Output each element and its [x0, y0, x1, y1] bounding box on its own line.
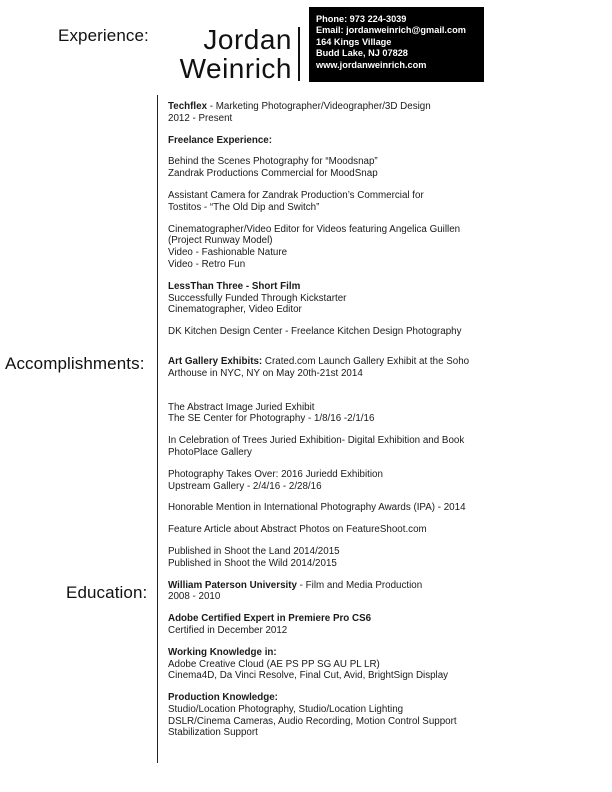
contact-website[interactable]: www.jordanweinrich.com [316, 59, 427, 70]
freelance-item: (Project Runway Model) [168, 235, 273, 247]
accomplishment-item: The Abstract Image Juried Exhibit [168, 401, 315, 413]
freelance-item: Video - Fashionable Nature [168, 247, 288, 259]
accomplishments-label: Accomplishments: [5, 354, 145, 373]
name-block [180, 25, 292, 83]
last-name: Weinrich [179, 53, 292, 84]
freelance-item: Cinematographer/Video Editor for Videos featuring Angelica Guillen [168, 223, 461, 235]
accomplishment-item [168, 356, 593, 368]
accomplishment-item: PhotoPlace Gallery [168, 446, 252, 458]
short-film-item: Successfully Funded Through Kickstarter [168, 292, 347, 304]
freelance-item: DK Kitchen Design Center - Freelance Kitchen Design Photography [168, 326, 462, 338]
skill-line: Cinema4D, Da Vinci Resolve, Final Cut, Avid, BrightSign Display [168, 670, 449, 682]
job-role: - Marketing Photographer/Videographer/3D Design [207, 101, 431, 112]
accomplishment-item: Published in Shoot the Land 2014/2015 [168, 545, 340, 557]
education-section [168, 580, 593, 740]
company-name: Techflex [168, 101, 208, 112]
education-dates: 2008 - 2010 [168, 591, 221, 603]
certification-heading: Adobe Certified Expert in Premiere Pro CS6 [168, 613, 372, 625]
freelance-item: Assistant Camera for Zandrak Production’s Commercial for [168, 189, 424, 201]
education-label: Education: [66, 583, 148, 602]
contact-email[interactable]: Email: jordanweinrich@gmail.com [316, 25, 466, 36]
skill-line: Stabilization Support [168, 727, 258, 739]
contact-address-line2: Budd Lake, NJ 07828 [316, 48, 408, 59]
accomplishment-item: Feature Article about Abstract Photos on FeatureShoot.com [168, 524, 427, 536]
art-gallery-text: Crated.com Launch Gallery Exhibit at the Soho [262, 355, 470, 367]
name-divider [298, 27, 300, 81]
job-dates: 2012 - Present [168, 112, 233, 124]
freelance-item: Tostitos - “The Old Dip and Switch” [168, 201, 320, 213]
short-film-item: Cinematographer, Video Editor [168, 304, 302, 316]
freelance-item: Video - Retro Fun [168, 258, 246, 270]
accomplishment-item: In Celebration of Trees Juried Exhibition- Digital Exhibition and Book [168, 435, 465, 447]
certification-date: Certified in December 2012 [168, 624, 288, 636]
production-knowledge-heading: Production Knowledge: [168, 692, 278, 704]
experience-section [168, 101, 593, 338]
freelance-item: Behind the Scenes Photography for “Moodsnap” [168, 156, 378, 168]
accomplishment-item: Photography Takes Over: 2016 Juriedd Exhibition [168, 468, 383, 480]
accomplishment-item: Honorable Mention in International Photography Awards (IPA) - 2014 [168, 502, 466, 514]
job-techflex [168, 101, 593, 113]
school-name: William Paterson University [168, 579, 297, 591]
content-divider [157, 95, 158, 763]
freelance-item: Zandrak Productions Commercial for MoodSnap [168, 168, 378, 180]
accomplishment-item: Upstream Gallery - 2/4/16 - 2/28/16 [168, 480, 322, 492]
contact-box [309, 7, 484, 82]
working-knowledge-heading: Working Knowledge in: [168, 646, 277, 658]
school-program: - Film and Media Production [296, 579, 423, 591]
experience-label: Experience: [58, 26, 149, 45]
short-film-heading: LessThan Three - Short Film [168, 280, 301, 292]
contact-address-line1: 164 Kings Village [316, 36, 392, 47]
accomplishments-section [168, 356, 593, 570]
accomplishment-item: Arthouse in NYC, NY on May 20th-21st 2014 [168, 367, 363, 379]
skill-line: Studio/Location Photography, Studio/Location Lighting [168, 703, 404, 715]
first-name: Jordan [203, 24, 292, 55]
art-gallery-heading: Art Gallery Exhibits: [168, 355, 263, 367]
education-item [168, 580, 593, 592]
freelance-heading: Freelance Experience: [168, 134, 273, 146]
skill-line: Adobe Creative Cloud (AE PS PP SG AU PL LR) [168, 658, 380, 670]
contact-phone: Phone: 973 224-3039 [316, 14, 407, 24]
skill-line: DSLR/Cinema Cameras, Audio Recording, Motion Control Support [168, 715, 457, 727]
accomplishment-item: Published in Shoot the Wild 2014/2015 [168, 557, 337, 569]
accomplishment-item: The SE Center for Photography - 1/8/16 -2/1/16 [168, 413, 375, 425]
resume-content [168, 101, 593, 739]
